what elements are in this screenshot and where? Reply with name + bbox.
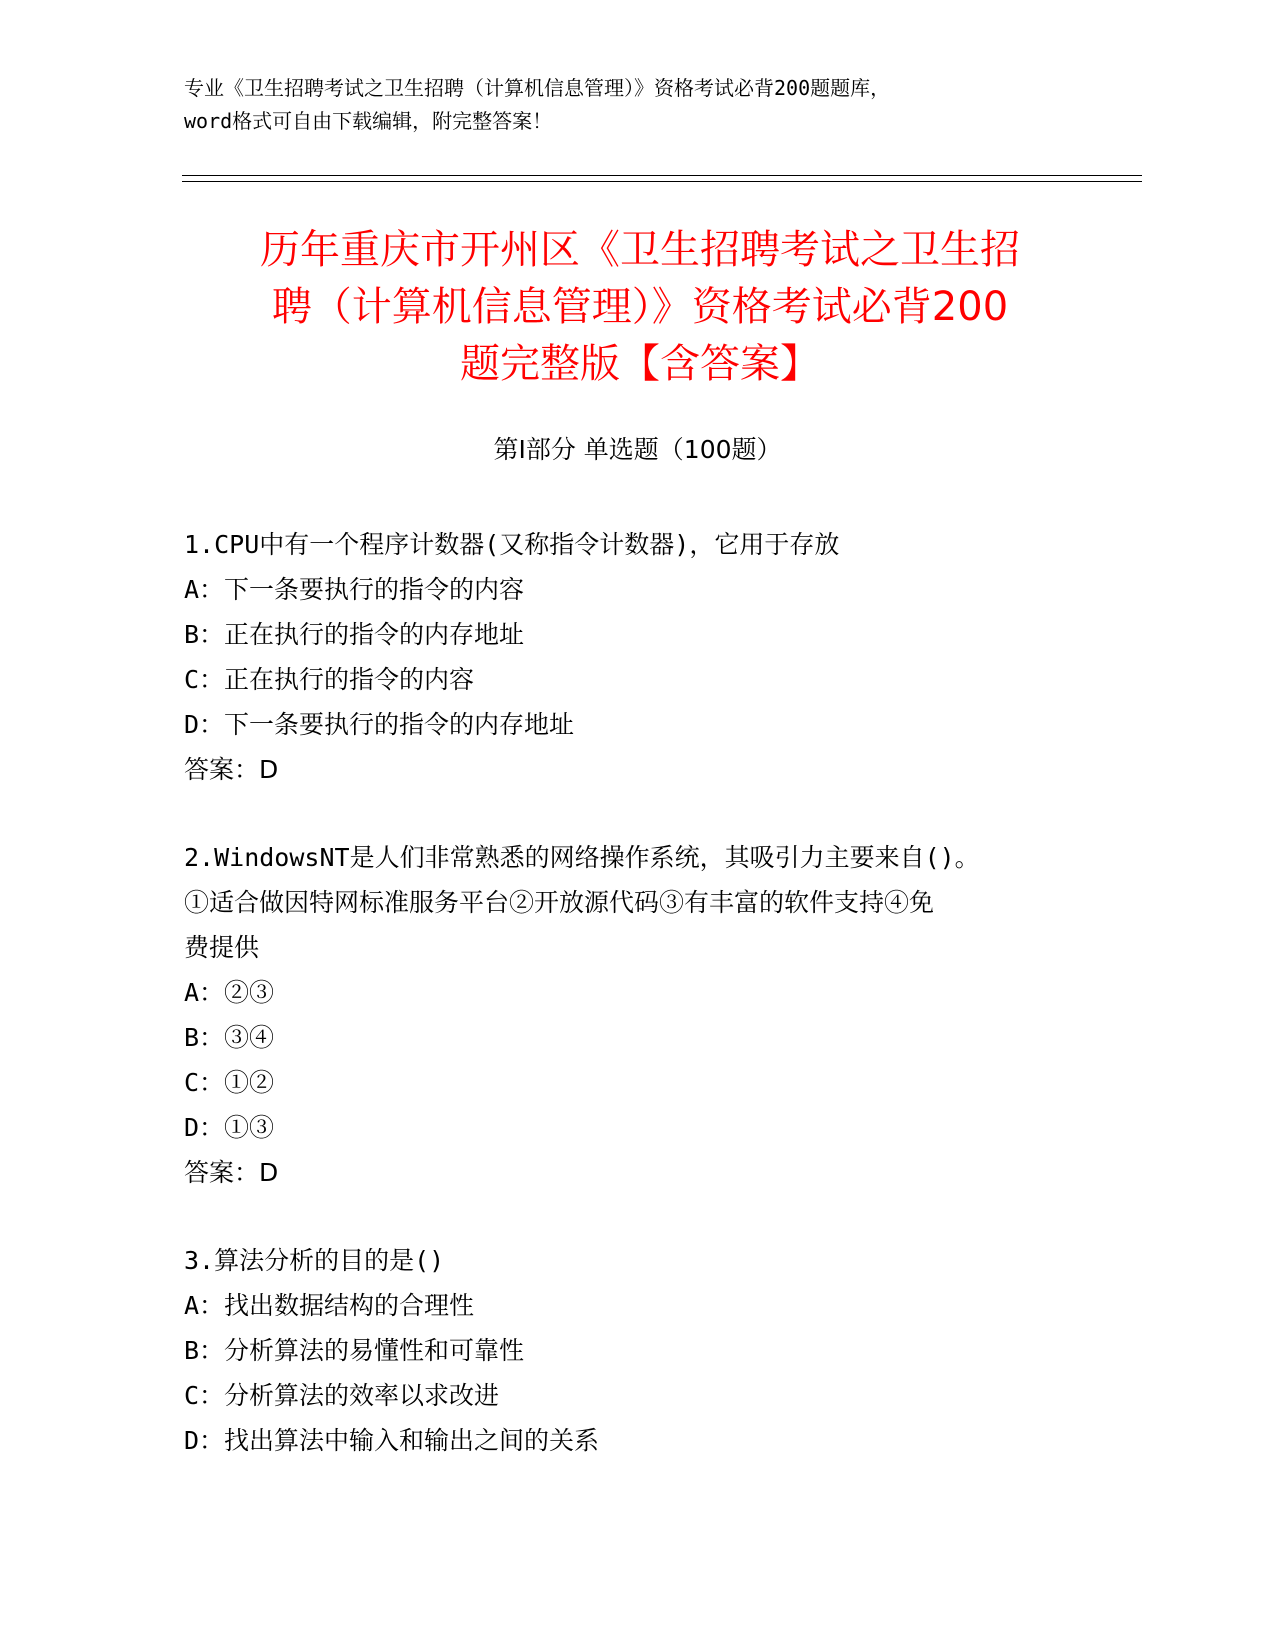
question-stem: 2.WindowsNT是人们非常熟悉的网络操作系统，其吸引力主要来自()。	[184, 843, 980, 872]
header-note-line: word格式可自由下载编辑，附完整答案！	[184, 109, 553, 133]
header-note-line: 专业《卫生招聘考试之卫生招聘（计算机信息管理）》资格考试必背200题题库，	[184, 76, 891, 100]
section-title: 第I部分 单选题（100题）	[493, 435, 782, 464]
document-title-line: 题完整版【含答案】	[460, 341, 820, 387]
option-b: B：正在执行的指令的内存地址	[184, 620, 525, 649]
answer: 答案：D	[184, 1158, 279, 1187]
header-rule-top	[182, 175, 1142, 176]
question-stem: 1.CPU中有一个程序计数器(又称指令计数器)，它用于存放	[184, 530, 840, 559]
answer: 答案：D	[184, 755, 279, 784]
option-a: A：下一条要执行的指令的内容	[184, 575, 525, 604]
option-d: D：找出算法中输入和输出之间的关系	[184, 1426, 600, 1455]
option-c: C：分析算法的效率以求改进	[184, 1381, 500, 1410]
document-title	[160, 222, 1120, 393]
header-rule-bottom	[182, 181, 1142, 182]
option-d: D：①③	[184, 1113, 275, 1142]
option-a: A：找出数据结构的合理性	[184, 1291, 475, 1320]
question-list	[184, 522, 1084, 1506]
question-2	[184, 835, 1084, 1195]
question-stem: 费提供	[184, 933, 260, 962]
document-title-line: 聘（计算机信息管理）》资格考试必背200	[271, 284, 1009, 330]
question-stem: 3.算法分析的目的是()	[184, 1246, 445, 1275]
question-3	[184, 1238, 1084, 1463]
question-1	[184, 522, 1084, 792]
option-c: C：①②	[184, 1068, 275, 1097]
document-title-line: 历年重庆市开州区《卫生招聘考试之卫生招	[260, 227, 1020, 273]
option-b: B：③④	[184, 1023, 275, 1052]
question-stem: ①适合做因特网标准服务平台②开放源代码③有丰富的软件支持④免	[184, 888, 935, 917]
option-a: A：②③	[184, 978, 275, 1007]
header-note	[184, 72, 1084, 138]
option-c: C：正在执行的指令的内容	[184, 665, 475, 694]
option-b: B：分析算法的易懂性和可靠性	[184, 1336, 525, 1365]
option-d: D：下一条要执行的指令的内存地址	[184, 710, 575, 739]
